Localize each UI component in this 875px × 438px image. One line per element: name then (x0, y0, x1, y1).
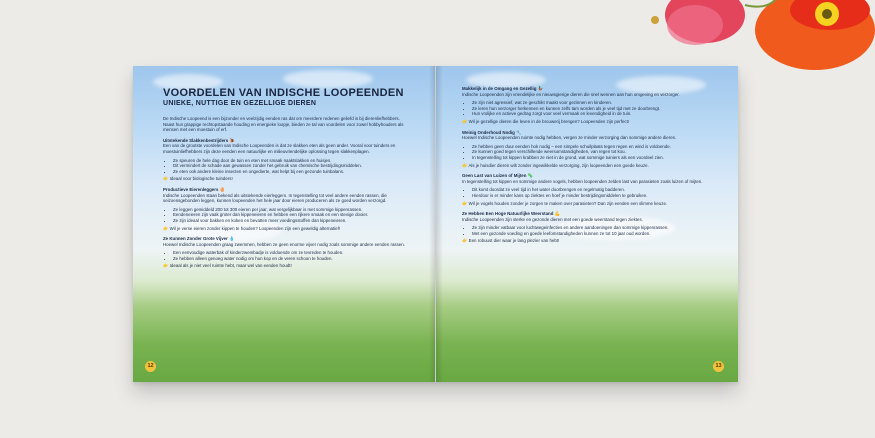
section-note: 👉 Wil je gezellige dieren die leven in de brouwerij brengen? Loopeenden zijn perfect! (462, 118, 630, 124)
bullet-item: • Ze leggen gemiddeld 200 tot 300 eieren per jaar, wat vergelijkbaar is met sommige kippenrassen. (173, 207, 409, 213)
bullet-list (462, 187, 712, 198)
page-title: VOORDELEN VAN INDISCHE LOOPEENDEN (163, 87, 404, 99)
bullet-list (163, 250, 409, 261)
bullet-item: • Ze zijn minder vatbaar voor luchtwegeinfecties en andere aandoeningen dan sommige kippenrassen. (472, 225, 712, 231)
section-note: 👉 Ideaal voor biologische tuinders! (163, 176, 233, 182)
section-note: 👉 Wil je vogels houden zonder je zorgen te maken over parasieten? Dan zijn eenden een slimme keuze. (462, 200, 668, 206)
section-text: Indische Loopeenden zijn sterke en gezonde dieren met een goede weerstand tegen ziektes. (462, 216, 643, 222)
right-page (436, 66, 738, 382)
bullet-list (163, 207, 409, 224)
section-note: 👉 Ideaal als je niet veel ruimte hebt, maar wel van eenden houdt! (163, 263, 292, 269)
section-omgang (462, 86, 712, 125)
section-luizen (462, 173, 712, 206)
section-text: In tegenstelling tot kippen en sommige andere vogels, hebben loopeenden zelden last van parasieten zoals luizen of mijten. (462, 178, 703, 184)
bullet-list (462, 144, 712, 161)
right-page-content (462, 86, 712, 244)
section-text: Indische Loopeenden zijn vriendelijke en nieuwsgierige dieren die snel wennen aan hun omgeving en verzorger. (462, 91, 680, 97)
bullet-list (462, 225, 712, 236)
section-weerstand (462, 211, 712, 244)
bullet-item: • Dit vermindert de schade aan gewassen zonder het gebruik van chemische bestrijdingsmiddelen. (173, 163, 409, 169)
bullet-item: • Eendeneieren zijn vaak groter dan kippeneieren en hebben een rijkere smaak en een stevige dooier. (173, 212, 409, 218)
section-text: Indische Loopeenden staan bekend als uitstekende eierleggers. In tegenstelling tot veel andere eenden rassen, die seizoensgebonden leggen, kunnen loopeenden het hele jaar door eieren produceren als ze goed worden verzorgd. (163, 192, 387, 204)
bullet-item: • Ze zijn niet agressief, wat ze geschikt maakt voor gezinnen en kinderen. (472, 100, 712, 106)
bullet-item: • In tegenstelling tot kippen krabben ze niet in de grond, wat sommige tuiniers als een voordeel zien. (472, 155, 712, 161)
bullet-list (163, 158, 409, 175)
left-page-content (163, 88, 409, 269)
section-text: Hoewel Indische Loopeenden ruimte nodig hebben, vergen ze minder verzorging dan sommige andere dieren. (462, 135, 677, 141)
section-heading: Productieve Eierenleggers 🥚 (163, 186, 226, 192)
section-note: 👉 Als je huisdier dieren wilt zonder ingewikkelde verzorging, zijn loopeenden een goede keuze. (462, 162, 649, 168)
intro-paragraph: De Indische Loopeend is een bijzonder en veelzijdig eenden ras dat om meerdere redenen geliefd is bij dierenliefhebbers. Naast hun grappige rechtopstaande houding en energieke loopje, bieden ze tal van voordelen voor zowel hobbyhouders als mensen met een moestuin of erf. (163, 116, 404, 133)
bullet-item: • Ze eten ook andere kleine insecten en ongedierte, wat helpt bij een gezonde tuinbalans. (173, 169, 409, 175)
left-page (133, 66, 435, 382)
section-onderhoud (462, 130, 712, 169)
bullet-item: • Een eenvoudige waterbak of kinderzwembadje is voldoende om ze tevreden te houden. (173, 250, 409, 256)
bullet-list (462, 100, 712, 117)
section-slakken (163, 138, 409, 182)
section-eieren (163, 187, 409, 231)
bullet-item: • Ze hebben geen duur eenden hok nodig – een simpele schuilplaats tegen regen en wind is voldoende. (472, 144, 712, 150)
bullet-item: • Ze hebben alleen genoeg water nodig om hun kop en de veren schoon te houden. (173, 256, 409, 262)
open-book (133, 66, 738, 382)
bullet-item: • Hierdoor is er minder kans op ziektes en hoef je minder bestrijdingsmiddelen te gebruiken. (472, 193, 712, 199)
bullet-item: • Hun vrolijke en actieve gedrag zorgt voor veel vermaak en levendigheid in de tuin. (472, 111, 712, 117)
page-subtitle: UNIEKE, NUTTIGE EN GEZELLIGE DIEREN (163, 100, 317, 107)
bullet-item: • Ze leren hun verzorger herkennen en kunnen zelfs tam worden als je veel tijd met ze doorbrengt. (472, 106, 712, 112)
bullet-item: • Ze speuren de hele dag door de tuin en eten met smaak naaktslakken en huisjes. (173, 158, 409, 164)
section-heading: Ze Kunnen Zonder Grote Vijver 💧 (163, 236, 235, 242)
section-text: Een van de grootste voordelen van Indische Loopeenden is dat ze slakken eten als geen ander. Vooral voor tuinders en moestuinliefhebbers zijn deze eenden een natuurlijke en milieuvriendelijke oplossing tegen slakkenplagen. (163, 143, 396, 154)
section-heading: Uitstekende Slakkenbestrijders 🐌 (163, 137, 235, 143)
book-spine (429, 66, 443, 382)
section-heading: Ze Hebben Een Hoge Natuurlijke Weerstand 💪 (462, 211, 561, 217)
bullet-item: • Dit komt doordat ze veel tijd in het water doorbrengen en regelmatig badderen. (472, 187, 712, 193)
bullet-item: • Met een gezonde voeding en goede leefomstandigheden kunnen ze tot 10 jaar oud worden. (472, 231, 712, 237)
section-heading: Makkelijk in de Omgang en Gezellig 🦆 (462, 86, 544, 91)
section-text: Hoewel Indische Loopeenden graag zwemmen, hebben ze geen enorme vijver nodig zoals sommige andere eenden rassen. (163, 241, 405, 247)
section-note: 👉 Wil je verse eieren zonder kippen te houden? Loopeenden zijn een geweldig alternatief! (163, 225, 341, 231)
section-heading: Weinig Onderhoud Nodig 🔧 (462, 129, 522, 135)
page-number-left: 12 (145, 361, 156, 372)
page-number-right: 13 (713, 361, 724, 372)
section-note: 👉 Een robuust dier waar je lang plezier van hebt! (462, 238, 560, 244)
section-heading: Geen Last van Luizen of Mijten 🦠 (462, 173, 534, 179)
section-vijver (163, 236, 409, 269)
bullet-item: • Ze zijn ideaal voor bakken en koken en bevatten meer voedingsstoffen dan kippeneieren. (173, 218, 409, 224)
bullet-item: • Ze kunnen goed tegen verschillende weersomstandigheden, van regen tot kou. (472, 149, 712, 155)
